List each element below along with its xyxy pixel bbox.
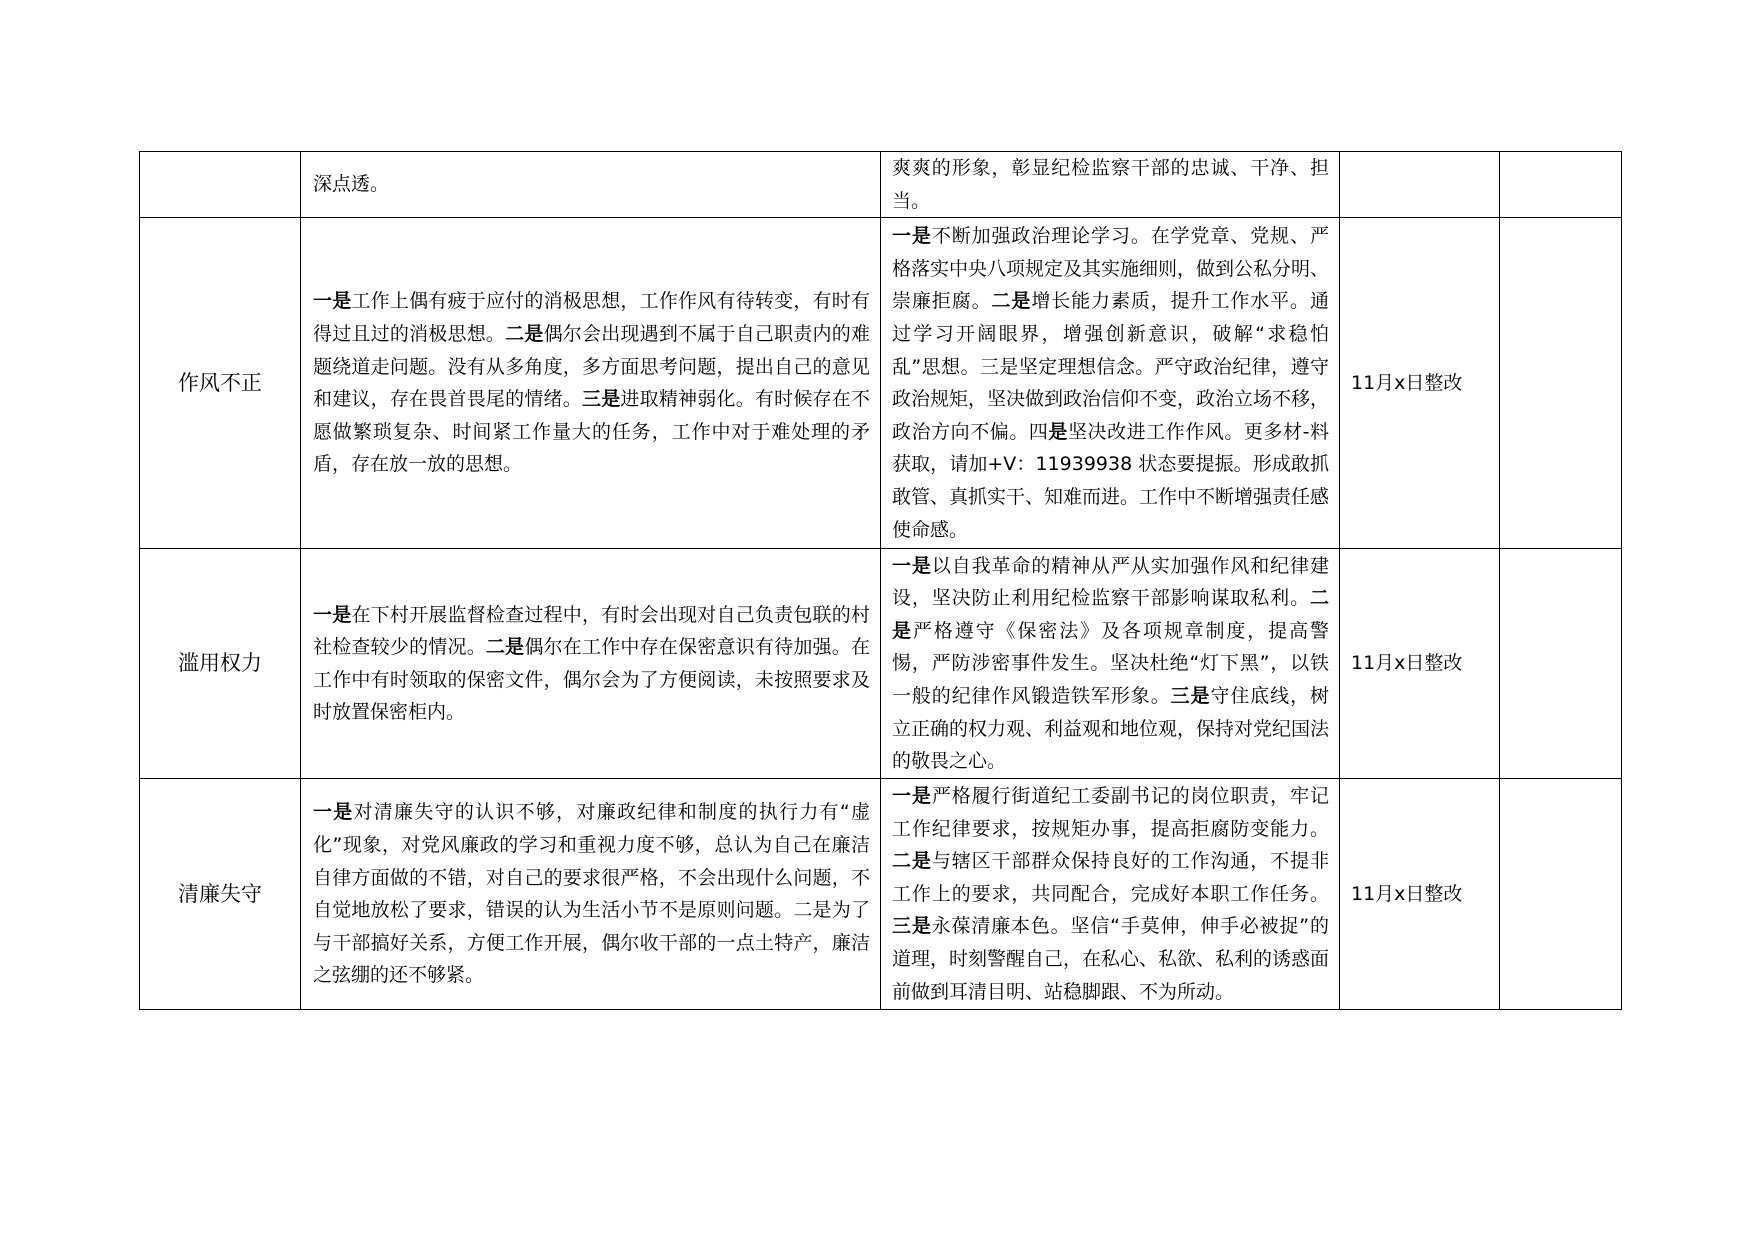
emphasis-text: 三是: [892, 915, 932, 938]
body-text: 在下村开展监督检查过程中，有时会出现对自己负责包联的村社检查较少的情况。: [313, 603, 870, 659]
category-cell: 滥用权力: [140, 549, 301, 779]
category-cell: 作风不正: [140, 218, 301, 549]
problem-text: [313, 599, 870, 729]
body-text: 偶尔在工作中存在保密意识有待加强。在工作中有时领取的保密文件，偶尔会为了方便阅读，未按照要求及时放置保密柜内。: [313, 636, 870, 724]
measures-text: [892, 152, 1329, 217]
emphasis-text: 一是: [892, 785, 932, 808]
problem-cell: [301, 218, 881, 549]
body-text: 坚决改进工作作风。更多材-料获取，请加+V：11939938 状态要提振。形成敢抓敢管、真抓实干、知难而进。工作中不断增强责任感使命感。: [892, 420, 1330, 541]
deadline-cell: 11月x日整改: [1340, 549, 1500, 779]
measures-cell: [881, 152, 1340, 218]
body-text: 爽爽的形象，彰显纪检监察干部的忠诚、干净、担当。: [892, 157, 1329, 212]
problem-cell: [301, 152, 881, 218]
table-row: [140, 152, 1622, 218]
body-text: 不断加强政治理论学习。在学党章、党规、严格落实中央八项规定及其实施细则，做到公私分明、崇廉拒腐。: [892, 225, 1330, 313]
body-text: 增长能力素质，提升工作水平。通过学习开阔眼界，增强创新意识，破解“求稳怕乱”思想。三是坚定理想信念。严守政治纪律，遵守政治规矩，坚决做到政治信仰不变，政治立场不移，政治方向不偏。四: [892, 290, 1330, 443]
emphasis-text: 二是: [892, 587, 1329, 642]
body-text: 以自我革命的精神从严从实加强作风和纪律建设，坚决防止利用纪检监察干部影响谋取私利。: [892, 554, 1329, 610]
body-text: 与辖区干部群众保持良好的工作沟通，不提非工作上的要求，共同配合，完成好本职工作任务。: [892, 850, 1329, 905]
emphasis-text: 一是: [313, 801, 354, 824]
emphasis-text: 二是: [505, 323, 544, 345]
problem-cell: [301, 549, 881, 779]
deadline-cell: 11月x日整改: [1340, 218, 1500, 549]
emphasis-text: 三是: [581, 388, 621, 411]
body-text: 严格遵守《保密法》及各项规章制度，提高警惕，严防涉密事件发生。坚决杜绝“灯下黑”，以铁一般的纪律作风锻造铁军形象。: [892, 619, 1329, 707]
problem-cell: [301, 779, 881, 1010]
problem-text: [313, 796, 870, 992]
table-row: [140, 779, 1622, 1010]
emphasis-text: 一是: [892, 554, 932, 577]
table-row: [140, 549, 1622, 779]
blank-cell: [1500, 152, 1622, 218]
body-text: 工作上偶有疲于应付的消极思想，工作作风有待转变，有时有得过且过的消极思想。: [313, 290, 870, 345]
measures-cell: [881, 779, 1340, 1010]
deadline-cell: [1340, 152, 1500, 218]
emphasis-text: 二是: [991, 290, 1032, 313]
emphasis-text: 二是: [485, 636, 525, 659]
problem-text: [313, 285, 870, 481]
body-text: 守住底线，树立正确的权力观、利益观和地位观，保持对党纪国法的敬畏之心。: [892, 684, 1330, 773]
body-text: 永葆清廉本色。坚信“手莫伸，伸手必被捉”的道理，时刻警醒自己，在私心、私欲、私利的诱惑面前做到耳清目明、站稳脚跟、不为所动。: [892, 915, 1330, 1003]
blank-cell: [1500, 549, 1622, 779]
category-cell: [140, 152, 301, 218]
problem-text: [313, 168, 870, 201]
emphasis-text: 一是: [313, 290, 352, 313]
measures-text: [892, 220, 1329, 546]
measures-cell: [881, 549, 1340, 779]
rectification-table: [139, 151, 1622, 1010]
emphasis-text: 一是: [313, 603, 352, 626]
body-text: 偶尔会出现遇到不属于自己职责内的难题绕道走问题。没有从多角度，多方面思考问题，提出自己的意见和建议，存在畏首畏尾的情绪。: [313, 323, 870, 411]
category-cell: 清廉失守: [140, 779, 301, 1010]
measures-text: [892, 550, 1329, 778]
body-text: 对清廉失守的认识不够，对廉政纪律和制度的执行力有“虚化”现象，对党风廉政的学习和重视力度不够，总认为自己在廉洁自律方面做的不错，对自己的要求很严格，不会出现什么问题，不自觉地放松了要求，错误的认为生活小节不是原则问题。二是为了与干部搞好关系，方便工作开展，偶尔收干部的一点土特产，廉洁之弦绷的还不够紧。: [313, 801, 870, 987]
measures-text: [892, 780, 1329, 1008]
body-text: 严格履行街道纪工委副书记的岗位职责，牢记工作纪律要求，按规矩办事，提高拒腐防变能力。: [892, 785, 1329, 840]
emphasis-text: 二是: [892, 850, 932, 873]
blank-cell: [1500, 779, 1622, 1010]
measures-cell: [881, 218, 1340, 549]
emphasis-text: 一是: [892, 225, 932, 248]
deadline-cell: 11月x日整改: [1340, 779, 1500, 1010]
blank-cell: [1500, 218, 1622, 549]
body-text: 深点透。: [313, 173, 390, 196]
body-text: 进取精神弱化。有时候存在不愿做繁琐复杂、时间紧工作量大的任务，工作中对于难处理的矛盾，存在放一放的思想。: [313, 388, 870, 476]
table-row: [140, 218, 1622, 549]
emphasis-text: 是: [1048, 420, 1068, 443]
emphasis-text: 三是: [1170, 684, 1211, 707]
